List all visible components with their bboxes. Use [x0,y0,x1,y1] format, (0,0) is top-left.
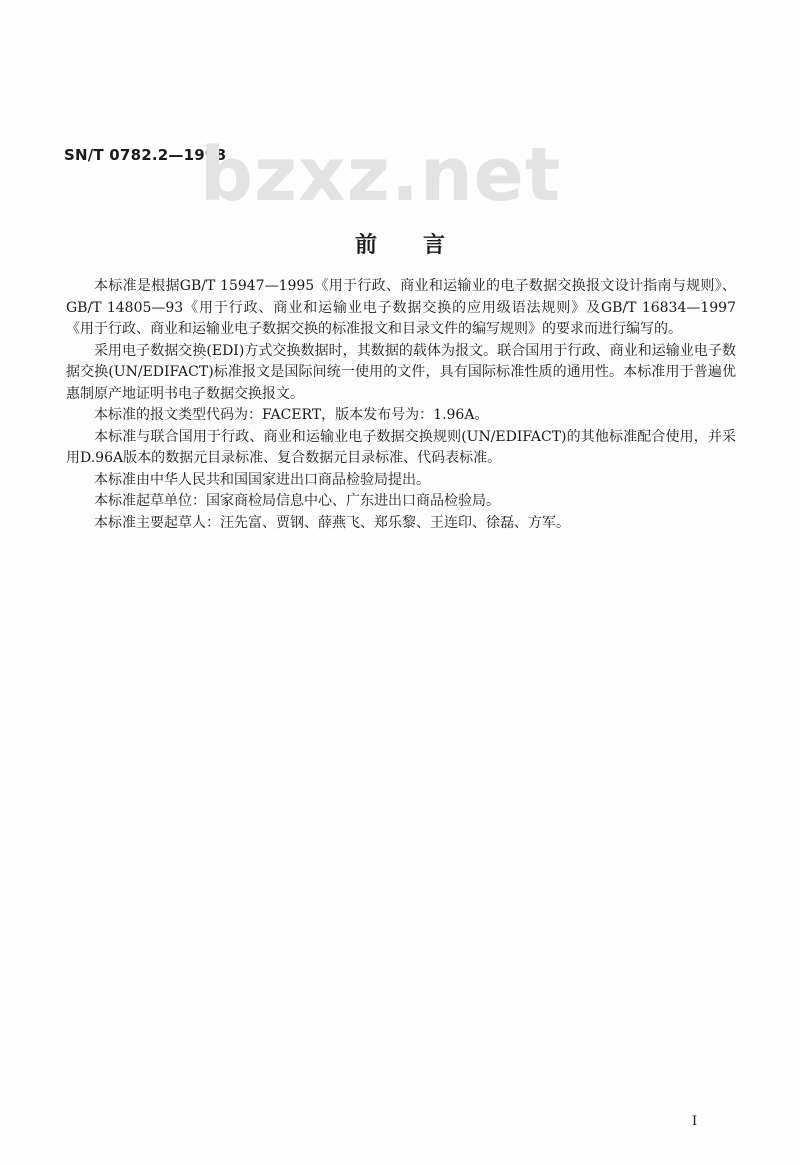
paragraph-proposer: 本标准由中华人民共和国国家进出口商品检验局提出。 [94,471,430,488]
page-number: I [692,1114,698,1129]
foreword-body [66,276,736,534]
paragraph-related-standards: 本标准与联合国用于行政、商业和运输业电子数据交换规则(UN/EDIFACT)的其他标准配合使用，并采用D.96A版本的数据元目录标准、复合数据元目录标准、代码表标准。 [66,428,736,466]
paragraph-basis: 本标准是根据GB/T 15947—1995《用于行政、商业和运输业的电子数据交换报文设计指南与规则》、GB/T 14805—93《用于行政、商业和运输业电子数据交换的应用级语法规则》及GB/T 16834—1997《用于行政、商业和运输业电子数据交换的标准报文和目录文件的编写规则》的要求而进行编写的。 [66,278,736,337]
page-title: 前言 [354,233,491,258]
standard-code: SN/T 0782.2—1998 [64,146,227,164]
watermark: bzxz.net [200,132,562,218]
paragraph-message-code: 本标准的报文类型代码为：FACERT，版本发布号为：1.96A。 [94,407,489,423]
paragraph-edi-message: 采用电子数据交换(EDI)方式交换数据时，其数据的载体为报文。联合国用于行政、商业和运输业电子数据交换(UN/EDIFACT)标准报文是国际间统一使用的文件，具有国际标准性质的通用性。本标准用于普遍优惠制原产地证明书电子数据交换报文。 [66,342,736,402]
paragraph-drafting-units: 本标准起草单位：国家商检局信息中心、广东进出口商品检验局。 [94,493,500,509]
paragraph-drafters: 本标准主要起草人：汪先富、贾钢、薛燕飞、郑乐黎、王连印、徐磊、方军。 [94,514,570,531]
